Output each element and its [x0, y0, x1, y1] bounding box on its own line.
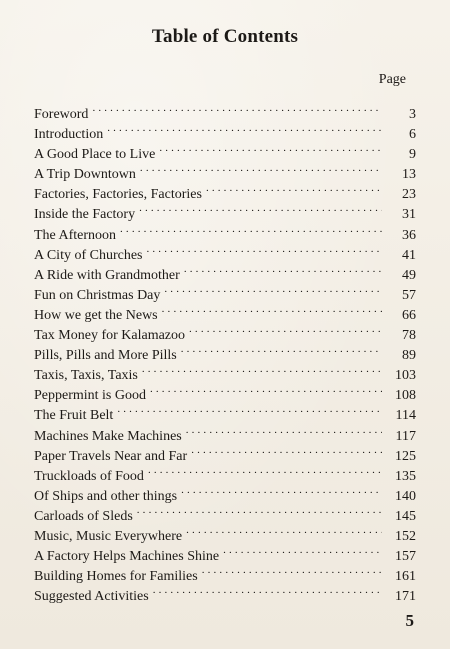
toc-entry-page: 117 — [395, 428, 416, 444]
toc-leader-dots — [189, 319, 382, 339]
toc-entry-title: Of Ships and other things — [34, 488, 178, 504]
page-title: Table of Contents — [151, 26, 299, 47]
toc-entry-page: 66 — [402, 307, 416, 323]
page-number: 5 — [405, 611, 414, 630]
toc-leader-dots — [223, 540, 382, 560]
toc-leader-dots — [181, 480, 382, 500]
toc-leader-dots — [137, 500, 382, 520]
toc-entry-page: 114 — [395, 408, 416, 424]
toc-entry-title: Fun on Christmas Day — [34, 287, 161, 303]
toc-entry-title: Carloads of Sleds — [34, 508, 133, 524]
toc-entry-title: Machines Make Machines — [34, 428, 182, 444]
toc-entry-page: 135 — [395, 468, 416, 484]
toc-entry-page: 161 — [395, 569, 416, 585]
toc-entry-title: A City of Churches — [34, 247, 143, 263]
toc-entry-title: A Factory Helps Machines Shine — [34, 549, 220, 565]
toc-entry-title: Suggested Activities — [34, 589, 149, 605]
toc-entry-page: 57 — [402, 287, 416, 303]
toc-entry-page: 103 — [395, 368, 416, 384]
table-of-contents — [34, 98, 416, 605]
toc-entry-page: 157 — [395, 549, 416, 565]
toc-leader-dots — [184, 259, 382, 279]
toc-entry-title: A Trip Downtown — [34, 167, 136, 183]
toc-entry-title: A Good Place to Live — [34, 147, 156, 163]
toc-leader-dots — [206, 178, 382, 198]
toc-entry-page: 140 — [395, 488, 416, 504]
toc-entry-page: 145 — [395, 508, 416, 524]
toc-leader-dots — [159, 138, 382, 158]
toc-entry-title: Tax Money for Kalamazoo — [34, 328, 186, 344]
toc-entry-title: Pills, Pills and More Pills — [34, 348, 177, 364]
toc-entry-title: Peppermint is Good — [34, 388, 146, 404]
toc-entry-title: Taxis, Taxis, Taxis — [34, 368, 138, 384]
toc-leader-dots — [181, 339, 382, 359]
page-column-heading: Page — [378, 72, 406, 87]
toc-entry-page: 125 — [395, 448, 416, 464]
toc-entry-title: Inside the Factory — [34, 207, 136, 223]
toc-entry-page: 108 — [395, 388, 416, 404]
toc-entry-title: Foreword — [34, 107, 89, 122]
toc-entry-title: Paper Travels Near and Far — [34, 448, 188, 464]
toc-leader-dots — [191, 440, 382, 460]
toc-entry-title: The Fruit Belt — [34, 408, 114, 424]
toc-leader-dots — [186, 520, 382, 540]
toc-entry-page: 152 — [395, 528, 416, 544]
toc-leader-dots — [150, 379, 382, 399]
toc-entry-page: 89 — [402, 348, 416, 364]
toc-entry-title: A Ride with Grandmother — [34, 267, 180, 283]
toc-leader-dots — [139, 198, 382, 218]
toc-leader-dots — [186, 420, 382, 440]
toc-leader-dots — [140, 158, 382, 178]
toc-leader-dots — [202, 560, 382, 580]
toc-entry-title: Truckloads of Food — [34, 468, 144, 484]
toc-leader-dots — [162, 299, 382, 319]
toc-entry-page: 78 — [402, 328, 416, 344]
toc-leader-dots — [120, 219, 382, 239]
toc-leader-dots — [107, 118, 382, 138]
toc-entry-page: 3 — [409, 107, 416, 122]
toc-entry-title: Factories, Factories, Factories — [34, 187, 202, 203]
toc-leader-dots — [92, 98, 382, 118]
toc-entry — [34, 98, 416, 122]
toc-entry-title: Introduction — [34, 127, 104, 143]
toc-entry-title: Music, Music Everywhere — [34, 528, 183, 544]
toc-entry-page: 171 — [395, 589, 416, 605]
toc-entry-page: 36 — [402, 227, 416, 243]
toc-entry-title: The Afternoon — [34, 227, 117, 243]
toc-leader-dots — [153, 580, 382, 600]
toc-entry-page: 13 — [402, 167, 416, 183]
toc-entry-page: 49 — [402, 267, 416, 283]
toc-leader-dots — [142, 359, 382, 379]
toc-entry-page: 23 — [402, 187, 416, 203]
toc-entry-page: 6 — [409, 127, 416, 143]
toc-entry-page: 31 — [402, 207, 416, 223]
toc-entry-page: 9 — [409, 147, 416, 163]
toc-entry-title: Building Homes for Families — [34, 569, 198, 585]
toc-leader-dots — [147, 239, 383, 259]
toc-leader-dots — [164, 279, 382, 299]
toc-entry-page: 41 — [402, 247, 416, 263]
toc-leader-dots — [148, 460, 382, 480]
toc-entry-title: How we get the News — [34, 307, 158, 323]
toc-leader-dots — [117, 399, 382, 419]
